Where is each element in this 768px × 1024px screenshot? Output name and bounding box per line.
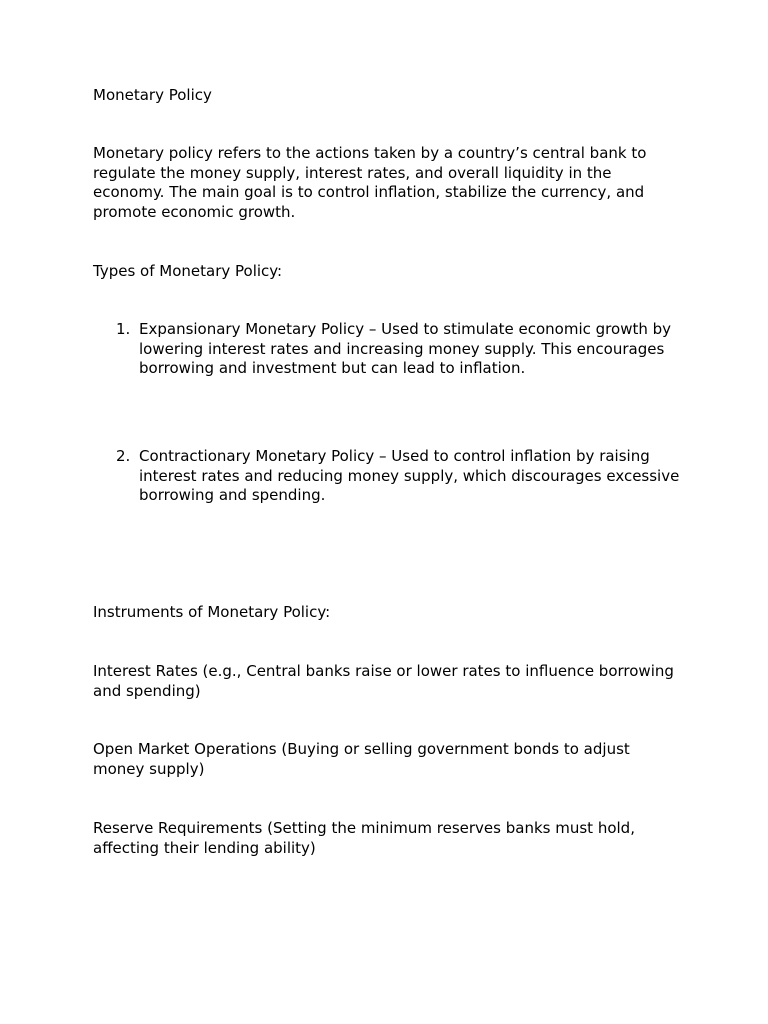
list-item-text: Expansionary Monetary Policy – Used to stimulate economic growth by lowering interest rates and increasing money supply. This encourages borrowing and investment but can lead to inflation. [139,320,672,377]
list-item-number: 1. [116,320,131,338]
list-item [93,447,683,506]
instruments-heading: Instruments of Monetary Policy: [93,603,331,621]
instrument-paragraph: Interest Rates (e.g., Central banks raise or lower rates to influence borrowing and spending) [93,662,674,700]
document-title: Monetary Policy [93,86,212,104]
intro-paragraph: Monetary policy refers to the actions taken by a country’s central bank to regulate the money supply, interest rates, and overall liquidity in the economy. The main goal is to control inflation, stabilize the currency, and promote economic growth. [93,144,647,221]
list-item-number: 2. [116,447,131,465]
list-item [93,320,683,379]
types-heading: Types of Monetary Policy: [93,262,283,280]
list-item-text: Contractionary Monetary Policy – Used to control inflation by raising interest rates and reducing money supply, which discourages excessive borrowing and spending. [139,447,680,504]
instrument-paragraph: Reserve Requirements (Setting the minimum reserves banks must hold, affecting their lending ability) [93,819,635,857]
instrument-paragraph: Open Market Operations (Buying or selling government bonds to adjust money supply) [93,740,630,778]
